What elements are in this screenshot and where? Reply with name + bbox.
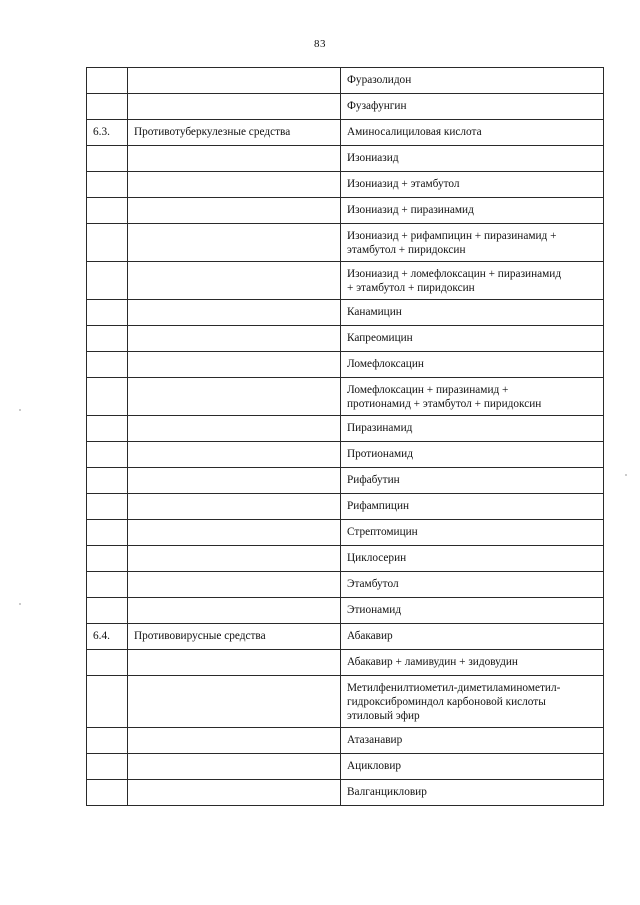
table-row — [87, 494, 604, 520]
scan-speck — [625, 474, 627, 476]
row-drug-cell: Валганцикловир — [341, 780, 604, 806]
row-group-cell — [128, 262, 341, 300]
table-row — [87, 624, 604, 650]
row-drug-cell: Стрептомицин — [341, 520, 604, 546]
table-row — [87, 468, 604, 494]
row-group-cell — [128, 572, 341, 598]
row-drug-cell: Фузафунгин — [341, 94, 604, 120]
row-drug-cell: Изониазид + пиразинамид — [341, 198, 604, 224]
row-code-cell — [87, 262, 128, 300]
row-code-cell — [87, 68, 128, 94]
row-code-cell — [87, 224, 128, 262]
row-code-cell — [87, 754, 128, 780]
table-row — [87, 326, 604, 352]
table-row — [87, 146, 604, 172]
row-drug-cell: Протионамид — [341, 442, 604, 468]
row-group-cell — [128, 442, 341, 468]
row-group-cell — [128, 650, 341, 676]
row-code-cell — [87, 650, 128, 676]
row-code-cell: 6.4. — [87, 624, 128, 650]
row-drug-cell: Изониазид + рифампицин + пиразинамид + этамбутол + пиридоксин — [341, 224, 604, 262]
row-code-cell — [87, 546, 128, 572]
row-drug-cell: Пиразинамид — [341, 416, 604, 442]
row-code-cell — [87, 572, 128, 598]
row-code-cell — [87, 172, 128, 198]
table-row — [87, 300, 604, 326]
row-group-cell — [128, 224, 341, 262]
row-drug-cell: Изониазид + этамбутол — [341, 172, 604, 198]
table-row — [87, 224, 604, 262]
row-drug-cell: Абакавир — [341, 624, 604, 650]
table-row — [87, 780, 604, 806]
row-group-cell — [128, 94, 341, 120]
row-code-cell — [87, 300, 128, 326]
row-drug-cell: Ацикловир — [341, 754, 604, 780]
table-row — [87, 120, 604, 146]
row-code-cell — [87, 94, 128, 120]
table-row — [87, 94, 604, 120]
row-group-cell — [128, 416, 341, 442]
table-row — [87, 378, 604, 416]
row-group-cell — [128, 172, 341, 198]
table-row — [87, 650, 604, 676]
row-group-cell — [128, 68, 341, 94]
row-drug-cell: Изониазид — [341, 146, 604, 172]
row-group-cell — [128, 352, 341, 378]
row-drug-cell: Метилфенилтиометил-диметиламинометил- гидроксиброминдол карбоновой кислоты этиловый эфир — [341, 676, 604, 728]
row-code-cell — [87, 676, 128, 728]
table-row — [87, 442, 604, 468]
row-group-cell — [128, 494, 341, 520]
row-code-cell — [87, 598, 128, 624]
row-group-cell: Противовирусные средства — [128, 624, 341, 650]
row-drug-cell: Фуразолидон — [341, 68, 604, 94]
row-code-cell — [87, 146, 128, 172]
row-code-cell — [87, 416, 128, 442]
row-drug-cell: Ломефлоксацин — [341, 352, 604, 378]
scan-speck — [19, 409, 21, 411]
page-number: 83 — [314, 38, 326, 50]
table-row — [87, 198, 604, 224]
table-row — [87, 676, 604, 728]
row-drug-cell: Ломефлоксацин + пиразинамид + протионамид + этамбутол + пиридоксин — [341, 378, 604, 416]
row-group-cell — [128, 198, 341, 224]
row-code-cell — [87, 442, 128, 468]
table-row — [87, 572, 604, 598]
row-group-cell — [128, 728, 341, 754]
row-code-cell — [87, 494, 128, 520]
scan-speck — [19, 603, 21, 605]
row-code-cell — [87, 378, 128, 416]
row-group-cell — [128, 520, 341, 546]
row-drug-cell: Аминосалициловая кислота — [341, 120, 604, 146]
table-row — [87, 546, 604, 572]
medication-table-body — [87, 68, 604, 806]
row-group-cell — [128, 300, 341, 326]
row-code-cell: 6.3. — [87, 120, 128, 146]
row-group-cell: Противотуберкулезные средства — [128, 120, 341, 146]
row-drug-cell: Абакавир + ламивудин + зидовудин — [341, 650, 604, 676]
row-group-cell — [128, 780, 341, 806]
row-group-cell — [128, 468, 341, 494]
table-row — [87, 262, 604, 300]
row-code-cell — [87, 198, 128, 224]
row-code-cell — [87, 780, 128, 806]
row-drug-cell: Этамбутол — [341, 572, 604, 598]
table-row — [87, 172, 604, 198]
table-row — [87, 754, 604, 780]
row-group-cell — [128, 676, 341, 728]
table-row — [87, 598, 604, 624]
row-drug-cell: Канамицин — [341, 300, 604, 326]
table-row — [87, 68, 604, 94]
row-code-cell — [87, 352, 128, 378]
row-drug-cell: Этионамид — [341, 598, 604, 624]
row-code-cell — [87, 326, 128, 352]
row-drug-cell: Рифампицин — [341, 494, 604, 520]
row-drug-cell: Атазанавир — [341, 728, 604, 754]
row-code-cell — [87, 468, 128, 494]
row-drug-cell: Изониазид + ломефлоксацин + пиразинамид + этамбутол + пиридоксин — [341, 262, 604, 300]
medication-table — [86, 67, 604, 806]
row-code-cell — [87, 728, 128, 754]
row-group-cell — [128, 146, 341, 172]
row-drug-cell: Капреомицин — [341, 326, 604, 352]
table-row — [87, 520, 604, 546]
row-group-cell — [128, 378, 341, 416]
row-group-cell — [128, 326, 341, 352]
row-group-cell — [128, 598, 341, 624]
row-drug-cell: Циклосерин — [341, 546, 604, 572]
table-row — [87, 352, 604, 378]
row-drug-cell: Рифабутин — [341, 468, 604, 494]
row-group-cell — [128, 546, 341, 572]
row-group-cell — [128, 754, 341, 780]
table-row — [87, 416, 604, 442]
row-code-cell — [87, 520, 128, 546]
table-row — [87, 728, 604, 754]
